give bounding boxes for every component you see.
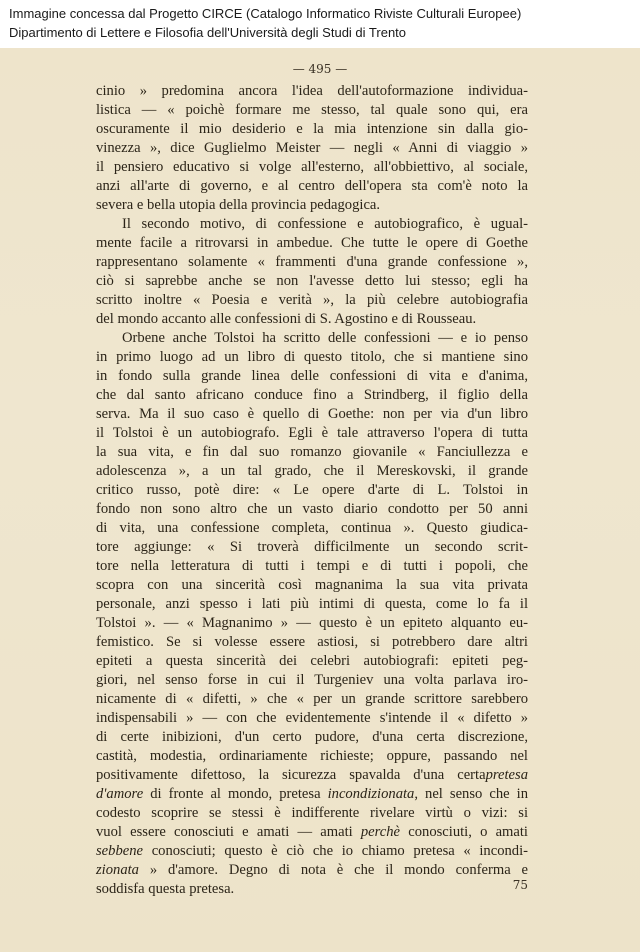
text-run: di certe inibizioni, d'un certo pudore, d'una certa discrezione, [96, 729, 528, 745]
text-line [96, 633, 528, 652]
banner-line-1: Immagine concessa dal Progetto CIRCE (Catalogo Informatico Riviste Culturali Europee) [9, 6, 522, 21]
italic-phrase: d'amore [96, 786, 144, 802]
text-line [96, 367, 528, 386]
text-run: Tolstoi ». — « Magnanimo » — questo è un epiteto alquanto eu- [96, 615, 528, 631]
text-run: listica — « poichè formare me stesso, tal quale sono qui, era [96, 102, 528, 118]
text-run: che dal santo africano conduce fino a Strindberg, il figlio della [96, 387, 528, 403]
text-run: , nel senso che in [414, 786, 528, 802]
text-line [96, 443, 528, 462]
text-line [96, 538, 528, 557]
text-line [96, 766, 528, 785]
body-text [96, 82, 528, 899]
page-header: — 495 — [292, 62, 348, 76]
text-line [96, 234, 528, 253]
text-run: Il secondo motivo, di confessione e autobiografico, è ugual- [122, 216, 528, 232]
text-line [96, 500, 528, 519]
italic-phrase: sebbene [96, 843, 144, 859]
text-line [96, 120, 528, 139]
scanned-page [0, 48, 640, 952]
text-line [96, 652, 528, 671]
text-line [96, 462, 528, 481]
text-line [96, 196, 528, 215]
text-run: in primo luogo ad un libro di questo titolo, che si mantiene sino [96, 349, 528, 365]
text-run: la sua vita, e fin dal suo romanzo giovanile « Fanciullezza e [96, 444, 528, 460]
text-line [96, 177, 528, 196]
text-run: conosciuti, o amati [400, 824, 528, 840]
text-line [96, 253, 528, 272]
page-footer: 75 [512, 878, 528, 892]
text-line [96, 614, 528, 633]
text-line [96, 595, 528, 614]
italic-phrase: incondizionata [327, 786, 415, 802]
text-run: il Tolstoi è un autobiografo. Egli è tale attraverso l'opera di tutta [96, 425, 528, 441]
text-run: scopra con una sincerità così magnanima la sua vita privata [96, 577, 528, 593]
text-line [96, 101, 528, 120]
italic-phrase: pretesa [485, 767, 528, 783]
text-run: cinio » predomina ancora l'idea dell'autoformazione individua- [96, 83, 528, 99]
text-run: conosciuti; questo è ciò che io chiamo pretesa « incondi- [143, 843, 528, 859]
text-run: serva. Ma il suo caso è quello di Goethe: non per via d'un libro [96, 406, 528, 422]
text-run: nicamente di « difetti, » che « per un grande scrittore sarebbero [96, 691, 528, 707]
text-run: positivamente difettoso, la sicurezza spavalda d'una certa [96, 767, 486, 783]
text-run: vuol essere conosciuti e amati — amati [96, 824, 361, 840]
text-run: del mondo accanto alle confessioni di S. Agostino e di Rousseau. [96, 311, 477, 327]
text-line [96, 272, 528, 291]
text-run: » d'amore. Degno di nota è che il mondo conferma e [138, 862, 528, 878]
text-line [96, 880, 528, 899]
text-line [96, 709, 528, 728]
text-line [96, 481, 528, 500]
text-run: tore aggiunge: « Si troverà difficilmente un secondo scrit- [96, 539, 528, 555]
text-line [96, 728, 528, 747]
italic-phrase: perchè [360, 824, 401, 840]
text-line [96, 291, 528, 310]
text-run: vinezza », dice Guglielmo Meister — negli « Anni di viaggio » [96, 140, 528, 156]
text-run: epiteti a questa sincerità dei celebri autobiografi: epiteti peg- [96, 653, 528, 669]
text-run: rappresentano solamente « frammenti d'una grande confessione », [96, 254, 528, 270]
text-line [96, 671, 528, 690]
text-run: tore nella letteratura di tutti i tempi e di tutti i popoli, che [96, 558, 528, 574]
text-line [96, 842, 528, 861]
text-run: femistico. Se si volesse essere astiosi, si potrebbero dare altri [96, 634, 528, 650]
text-run: personale, anzi spesso i lati più intimi di questa, come lo fa il [96, 596, 528, 612]
italic-phrase: zionata [96, 862, 139, 878]
text-run: codesto scoprire se stessi è indifferente rivelare virtù o vizi: si [96, 805, 528, 821]
text-run: in fondo sulla grande linea delle confessioni di vita e d'anima, [96, 368, 528, 384]
text-line [96, 861, 528, 880]
text-line [96, 139, 528, 158]
text-line [96, 823, 528, 842]
text-run: Orbene anche Tolstoi ha scritto delle confessioni — e io penso [122, 330, 528, 346]
text-line [96, 310, 528, 329]
text-line [96, 386, 528, 405]
text-run: fondo non sono altro che un vasto diario condotto per 50 anni [96, 501, 528, 517]
source-banner [0, 0, 640, 48]
text-run: oscuramente il mio desiderio e la mia intenzione sin dalla gio- [96, 121, 528, 137]
text-line [96, 82, 528, 101]
text-line [96, 424, 528, 443]
text-line [96, 747, 528, 766]
text-run: di vita, una confessione completa, continua ». Questo giudica- [96, 520, 528, 536]
text-run: critico russo, potè dire: « Le opere d'arte di L. Tolstoi in [96, 482, 528, 498]
text-run: indispensabili » — con che evidentemente s'intende il « difetto » [96, 710, 528, 726]
text-run: adolescenza », a un tal grado, che il Mereskovski, il grande [96, 463, 528, 479]
text-run: ciò si saprebbe anche se non l'avesse detto lui stesso; egli ha [96, 273, 528, 289]
text-run: di fronte al mondo, pretesa [143, 786, 328, 802]
banner-line-2: Dipartimento di Lettere e Filosofia dell'Università degli Studi di Trento [9, 25, 407, 40]
text-line [96, 329, 528, 348]
text-run: severa e bella utopia della provincia pedagogica. [96, 197, 381, 213]
text-line [96, 576, 528, 595]
text-line [96, 804, 528, 823]
text-line [96, 557, 528, 576]
text-run: il pensiero educativo si volge all'esterno, all'obbiettivo, al sociale, [96, 159, 528, 175]
text-line [96, 405, 528, 424]
text-run: soddisfa questa pretesa. [96, 881, 235, 897]
text-run: castità, modestia, ordinariamente richieste; oppure, passando nel [96, 748, 528, 764]
text-line [96, 348, 528, 367]
text-line [96, 690, 528, 709]
text-line [96, 215, 528, 234]
text-run: scritto inoltre « Poesia e verità », la più celebre autobiografia [96, 292, 528, 308]
text-line [96, 158, 528, 177]
text-run: giori, nel senso forse in cui il Turgeniev una volta parlava iro- [96, 672, 528, 688]
text-line [96, 785, 528, 804]
text-run: mente facile a ritrovarsi in ambedue. Che tutte le opere di Goethe [96, 235, 528, 251]
text-run: anzi all'arte di governo, e al centro dell'opera sta com'è noto la [96, 178, 528, 194]
text-line [96, 519, 528, 538]
